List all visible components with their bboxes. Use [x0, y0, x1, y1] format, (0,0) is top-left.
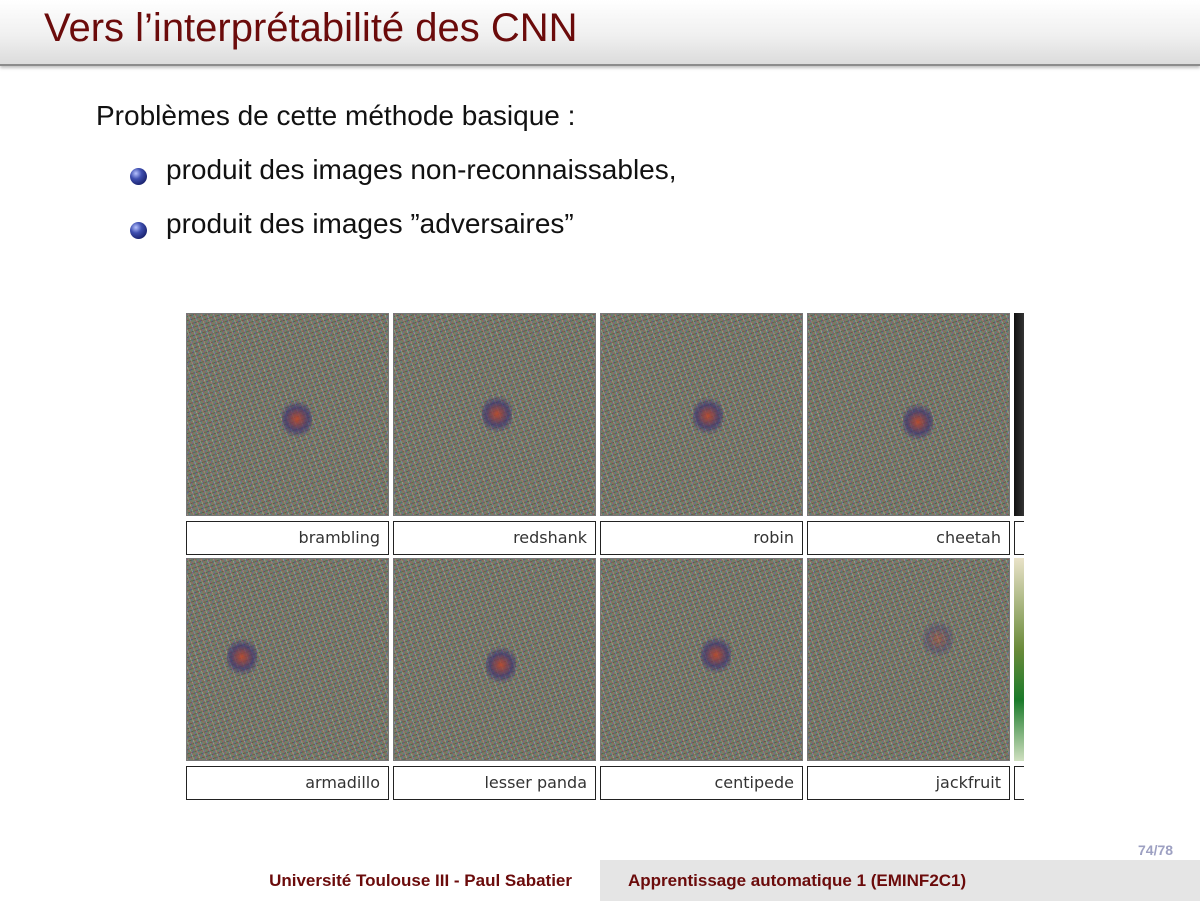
image-label: jackfruit [807, 766, 1010, 800]
noise-image-tile [600, 313, 803, 516]
noise-image-tile [807, 313, 1010, 516]
noise-image-tile [393, 313, 596, 516]
noise-image-tile [186, 313, 389, 516]
intro-text: Problèmes de cette méthode basique : [96, 100, 576, 131]
image-label: cheetah [807, 521, 1010, 555]
footer-course: Apprentissage automatique 1 (EMINF2C1) [600, 860, 1200, 901]
slide-title: Vers l’interprétabilité des CNN [44, 6, 578, 50]
image-label: redshank [393, 521, 596, 555]
bullet-text: produit des images ”adversaires” [166, 208, 574, 239]
cropped-image-tile [1014, 558, 1024, 761]
image-label: armadillo [186, 766, 389, 800]
noise-image-tile [186, 558, 389, 761]
footer-institution: Université Toulouse III - Paul Sabatier [0, 860, 600, 901]
bullet-icon [130, 222, 147, 239]
image-label: lesser panda [393, 766, 596, 800]
image-label: brambling [186, 521, 389, 555]
cropped-image-tile [1014, 313, 1024, 516]
noise-image-tile [600, 558, 803, 761]
noise-image-tile [807, 558, 1010, 761]
image-label: centipede [600, 766, 803, 800]
bullet-icon [130, 168, 147, 185]
slide-header [0, 0, 1200, 66]
image-label: robin [600, 521, 803, 555]
adversarial-images-figure [186, 313, 1024, 803]
noise-image-tile [393, 558, 596, 761]
slide-footer [0, 860, 1200, 901]
cropped-label [1014, 766, 1024, 800]
bullet-text: produit des images non-reconnaissables, [166, 154, 677, 185]
page-number: 74/78 [1138, 842, 1174, 858]
cropped-label [1014, 521, 1024, 555]
